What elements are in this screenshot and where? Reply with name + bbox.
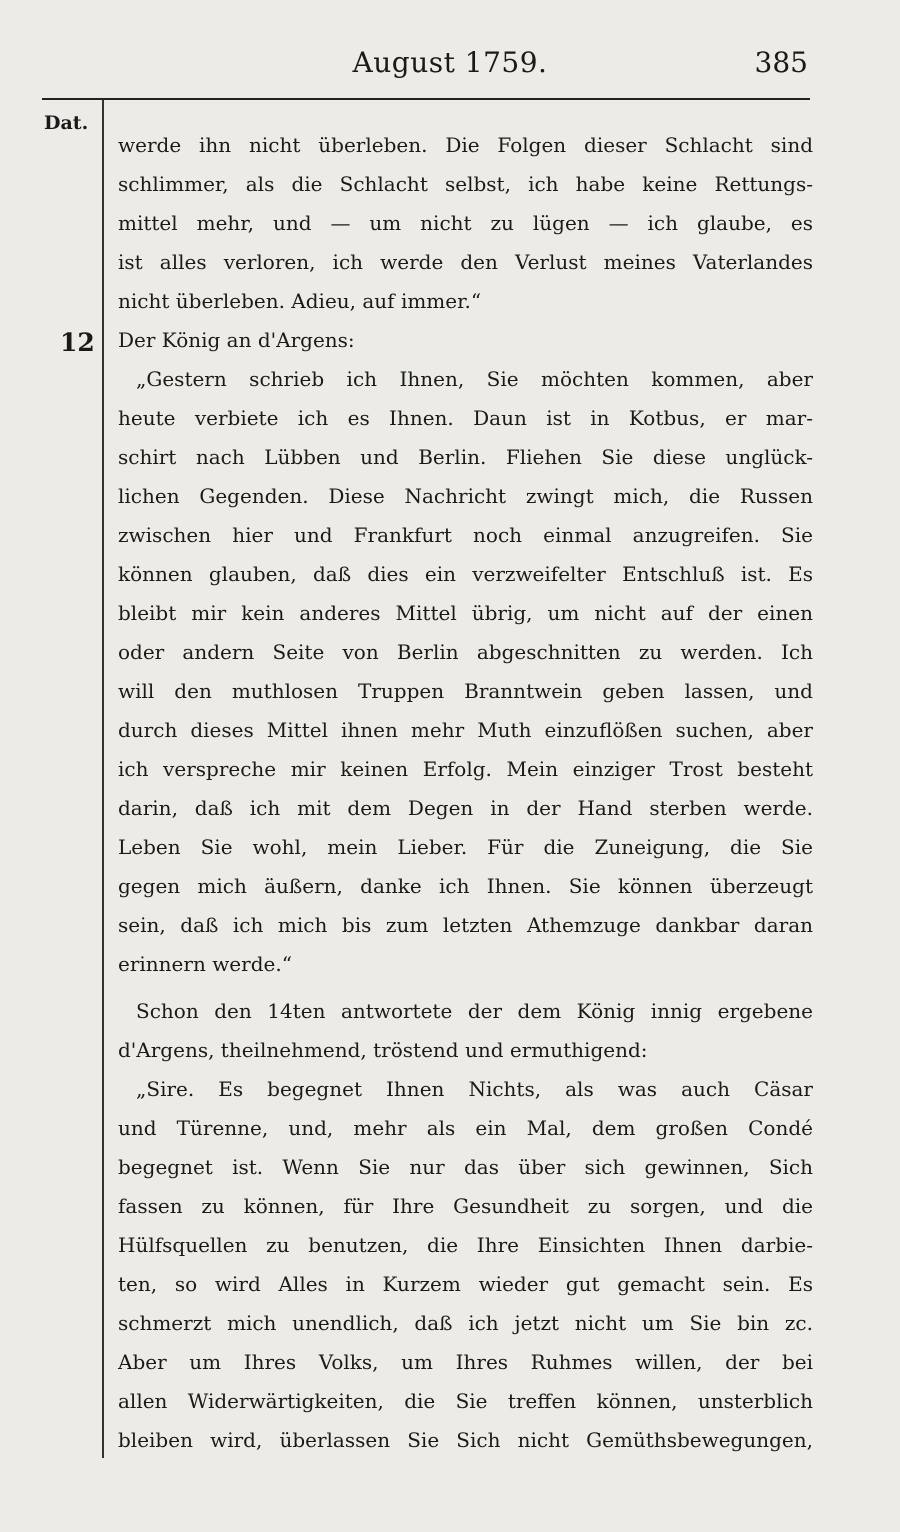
text-line: und Türenne, und, mehr als ein Mal, dem großen Condé: [118, 1116, 813, 1140]
text-line: ich verspreche mir keinen Erfolg. Mein einziger Trost besteht: [118, 757, 813, 781]
text-line: heute verbiete ich es Ihnen. Daun ist in Kotbus, er mar-: [118, 406, 813, 430]
text-line: begegnet ist. Wenn Sie nur das über sich gewinnen, Sich: [118, 1155, 813, 1179]
text-line: nicht überleben. Adieu, auf immer.“: [118, 289, 482, 313]
text-line: allen Widerwärtigkeiten, die Sie treffen können, unsterblich: [118, 1389, 813, 1413]
text-line: fassen zu können, für Ihre Gesundheit zu sorgen, und die: [118, 1194, 813, 1218]
page-number: 385: [754, 46, 808, 79]
text-line: ist alles verloren, ich werde den Verlust meines Vaterlandes: [118, 250, 813, 274]
paragraph-gap: [118, 984, 813, 992]
header-rule: [42, 98, 810, 100]
letter-heading: Der König an d'Argens:: [118, 328, 355, 352]
text-line: lichen Gegenden. Diese Nachricht zwingt mich, die Russen: [118, 484, 813, 508]
text-line: zwischen hier und Frankfurt noch einmal anzugreifen. Sie: [118, 523, 813, 547]
text-line: oder andern Seite von Berlin abgeschnitten zu werden. Ich: [118, 640, 813, 664]
margin-rule: [102, 100, 104, 1458]
margin-day-number: 12: [60, 328, 95, 357]
text-line: Hülfsquellen zu benutzen, die Ihre Einsichten Ihnen darbie-: [118, 1233, 813, 1257]
text-line: „Sire. Es begegnet Ihnen Nichts, als was auch Cäsar: [136, 1077, 813, 1101]
text-line: will den muthlosen Truppen Branntwein geben lassen, und: [118, 679, 813, 703]
text-line: sein, daß ich mich bis zum letzten Athemzuge dankbar daran: [118, 913, 813, 937]
text-line: gegen mich äußern, danke ich Ihnen. Sie können überzeugt: [118, 874, 813, 898]
text-line: werde ihn nicht überleben. Die Folgen dieser Schlacht sind: [118, 133, 813, 157]
text-line: mittel mehr, und — um nicht zu lügen — ich glaube, es: [118, 211, 813, 235]
text-line: Schon den 14ten antwortete der dem König innig ergebene: [136, 999, 813, 1023]
body-text: [118, 126, 813, 1460]
running-header: August 1759.: [352, 46, 548, 79]
text-line: Leben Sie wohl, mein Lieber. Für die Zuneigung, die Sie: [118, 835, 813, 859]
text-line: durch dieses Mittel ihnen mehr Muth einzuflößen suchen, aber: [118, 718, 813, 742]
text-line: ten, so wird Alles in Kurzem wieder gut gemacht sein. Es: [118, 1272, 813, 1296]
text-line: darin, daß ich mit dem Degen in der Hand sterben werde.: [118, 796, 813, 820]
text-line: Aber um Ihres Volks, um Ihres Ruhmes willen, der bei: [118, 1350, 813, 1374]
text-line: „Gestern schrieb ich Ihnen, Sie möchten kommen, aber: [136, 367, 813, 391]
text-line: schirt nach Lübben und Berlin. Fliehen Sie diese unglück-: [118, 445, 813, 469]
text-line: können glauben, daß dies ein verzweifelter Entschluß ist. Es: [118, 562, 813, 586]
text-line: schmerzt mich unendlich, daß ich jetzt nicht um Sie bin zc.: [118, 1311, 813, 1335]
text-line: d'Argens, theilnehmend, tröstend und ermuthigend:: [118, 1038, 648, 1062]
text-line: bleibt mir kein anderes Mittel übrig, um nicht auf der einen: [118, 601, 813, 625]
text-line: erinnern werde.“: [118, 952, 292, 976]
text-line: schlimmer, als die Schlacht selbst, ich habe keine Rettungs-: [118, 172, 813, 196]
margin-date-label: Dat.: [44, 112, 89, 134]
text-line: bleiben wird, überlassen Sie Sich nicht Gemüthsbewegungen,: [118, 1428, 813, 1452]
